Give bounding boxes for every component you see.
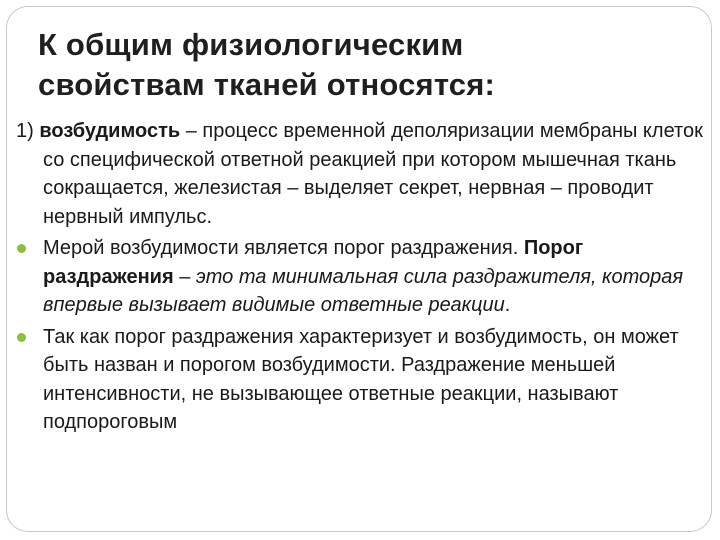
term-excitability: возбудимость <box>39 120 181 142</box>
slide-title-line-1: К общим физиологическим <box>38 27 464 62</box>
slide-title <box>38 25 678 105</box>
slide-body <box>16 117 706 440</box>
threshold-dash: – <box>173 265 196 288</box>
paragraph-subthreshold <box>16 323 706 437</box>
list-number: 1) <box>16 120 40 142</box>
threshold-intro: Мерой возбудимости является порог раздражения. <box>43 237 524 259</box>
subthreshold-text: Так как порог раздражения характеризует и возбудимость, он может быть назван и порогом возбудимости. Раздражение меньшей интенсивности, не вызывающее ответные реакции, называют подпороговым <box>43 325 679 433</box>
term-threshold: Порог раздражения <box>43 237 584 288</box>
bullet-icon <box>17 333 26 342</box>
paragraph-excitability <box>16 117 706 231</box>
paragraph-threshold <box>16 234 706 320</box>
threshold-end: . <box>504 294 511 316</box>
bullet-icon <box>17 244 26 253</box>
threshold-definition: это та минимальная сила раздражителя, которая впервые вызывает видимые ответные реакции <box>43 265 684 316</box>
excitability-definition: – процесс временной деполяризации мембраны клеток со специфической ответной реакцией при котором мышечная ткань сокращается, железистая – выделяет секрет, нервная – проводит нервный импульс. <box>43 120 703 228</box>
slide-title-line-2: свойствам тканей относятся: <box>38 67 496 102</box>
